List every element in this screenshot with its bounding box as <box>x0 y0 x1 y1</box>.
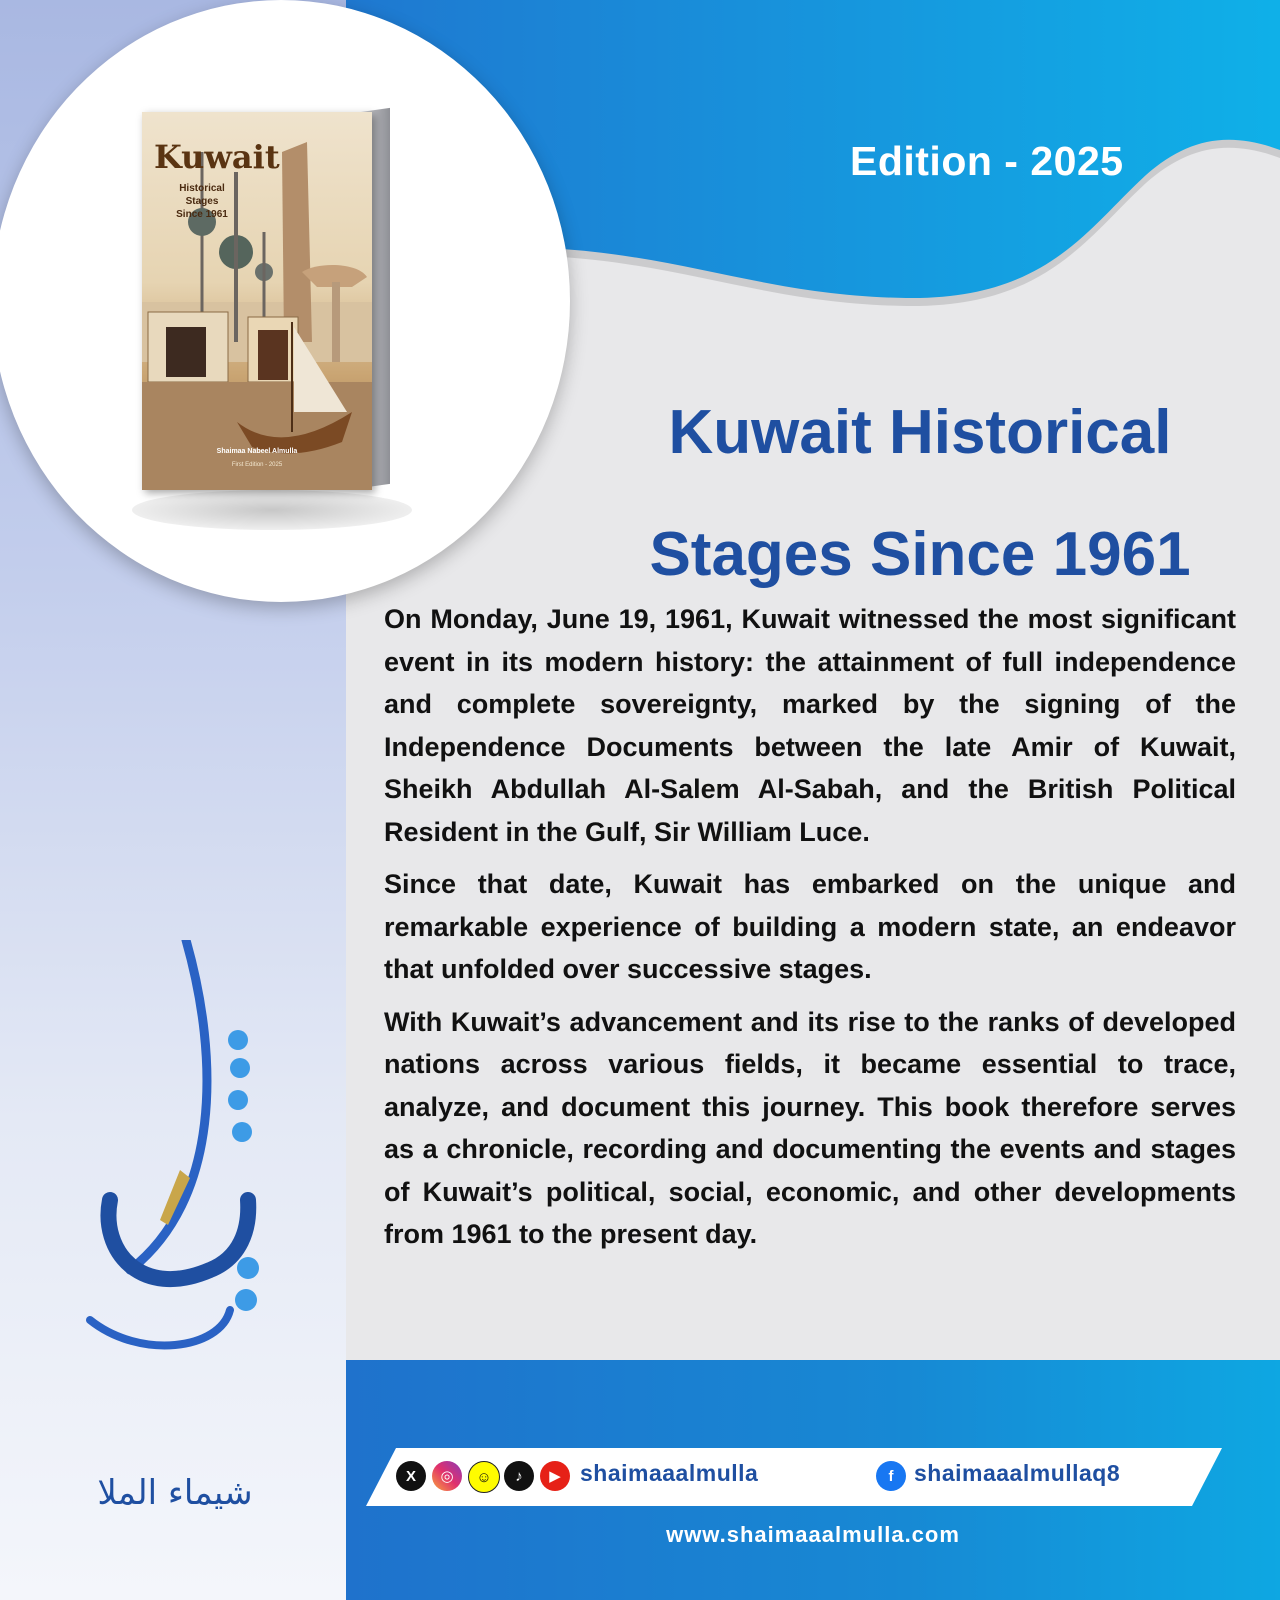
body-paragraph-3: With Kuwait’s advancement and its rise to the ranks of developed nations across various fields, it became essential to trace, analyze, and document this journey. This book therefore serves as a chronicle, recording and documenting the events and stages of Kuwait’s political, social, economic, and other developments from 1961 to the present day. <box>384 1006 1236 1249</box>
youtube-icon[interactable]: ▶ <box>540 1461 570 1491</box>
instagram-icon[interactable]: ◎ <box>432 1461 462 1491</box>
social-bar <box>366 1448 1222 1506</box>
social-handle-facebook[interactable]: shaimaaalmullaq8 <box>914 1460 1121 1486</box>
body-paragraph-1: On Monday, June 19, 1961, Kuwait witnessed the most significant event in its modern history: the attainment of full independence and complete sovereignty, marked by the signing of the Independence Documents between the late Amir of Kuwait, Sheikh Abdullah Al-Salem Al-Sabah, and the British Political Resident in the Gulf, Sir William Luce. <box>384 604 1236 847</box>
x-icon[interactable]: X <box>396 1461 426 1491</box>
snapchat-icon[interactable]: ☺ <box>468 1461 500 1493</box>
book-cover <box>142 112 372 490</box>
website-link[interactable]: www.shaimaaalmulla.com <box>666 1522 960 1547</box>
logo-name: شيماء الملا <box>97 1473 253 1513</box>
cover-author: Shaimaa Nabeel Almulla <box>216 448 298 455</box>
body-paragraph-2: Since that date, Kuwait has embarked on the unique and remarkable experience of building a modern state, an endeavor that unfolded over successive stages. <box>384 869 1236 984</box>
book-circle <box>0 0 570 602</box>
body-text <box>384 598 1236 1266</box>
social-handle-main[interactable]: shaimaaalmulla <box>580 1460 759 1486</box>
headline <box>600 372 1240 616</box>
tiktok-icon[interactable]: ♪ <box>504 1461 534 1491</box>
cover-edition: First Edition - 2025 <box>231 462 283 468</box>
cover-subtitle-line1: Historical Stages <box>179 183 225 207</box>
cover-subtitle-line2: Since 1961 <box>176 209 228 220</box>
facebook-icon[interactable]: f <box>876 1461 906 1491</box>
cover-title: Kuwait <box>154 138 280 176</box>
book-mockup <box>132 102 432 562</box>
edition-label: Edition - 2025 <box>850 138 1124 184</box>
book-shadow <box>132 490 412 530</box>
calligraphy-logo <box>70 940 280 1370</box>
cover-subtitle <box>162 182 242 221</box>
headline-line1: Kuwait Historical <box>668 398 1172 467</box>
headline-line2: Stages Since 1961 <box>649 520 1191 589</box>
